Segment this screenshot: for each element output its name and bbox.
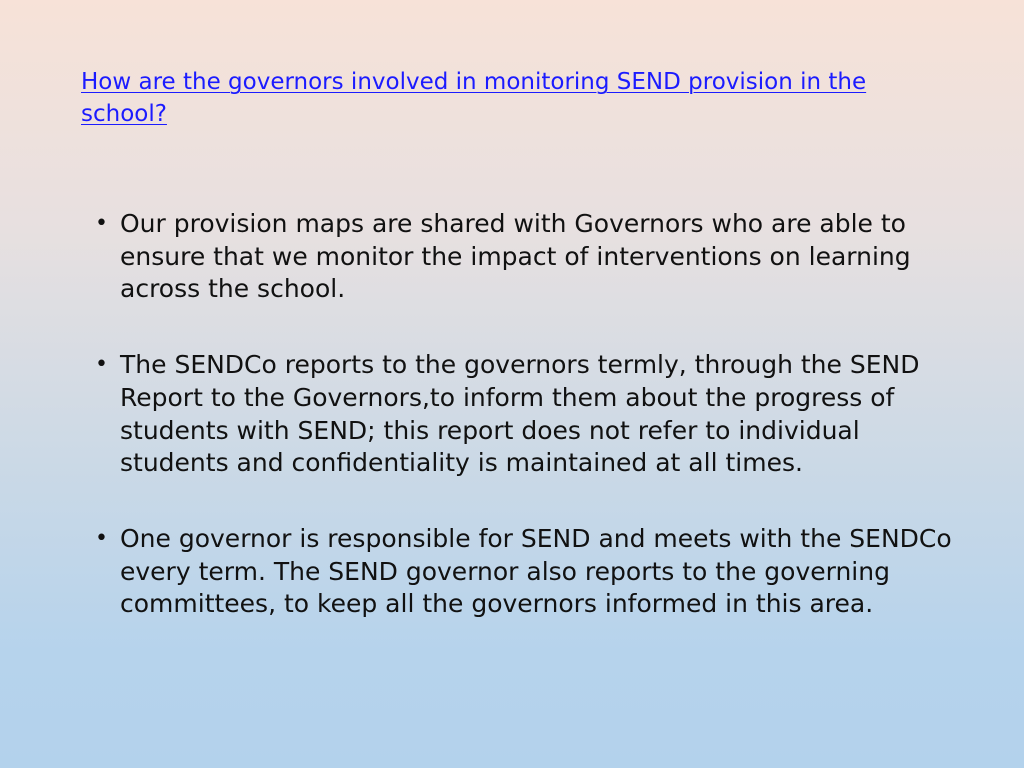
bullet-item-monitoring (90, 208, 960, 306)
bullet-text: One governor is responsible for SEND and meets with the SENDCo every term. The SEND governor also reports to the governing committees, to keep all the governors informed in this area. (120, 523, 952, 619)
bullet-text: Our provision maps are shared with Governors who are able to ensure that we monitor the impact of interventions on learning across the school. (120, 209, 911, 304)
bullet-dot-icon: • (95, 352, 108, 378)
bullet-dot-icon: • (95, 211, 108, 236)
bullet-text: The SENDCo reports to the governors termly, through the SEND Report to the Governors,to inform them about the progress of students with SEND; this report does not refer to individual students and confidentiality is maintained at all times. (120, 350, 920, 478)
bullet-item-send-governor (90, 523, 960, 621)
slide-title[interactable]: How are the governors involved in monitoring SEND provision in the school? (81, 69, 867, 127)
bullet-item-reports (90, 349, 960, 480)
bullet-list (90, 208, 960, 621)
bullet-dot-icon: • (95, 525, 108, 551)
